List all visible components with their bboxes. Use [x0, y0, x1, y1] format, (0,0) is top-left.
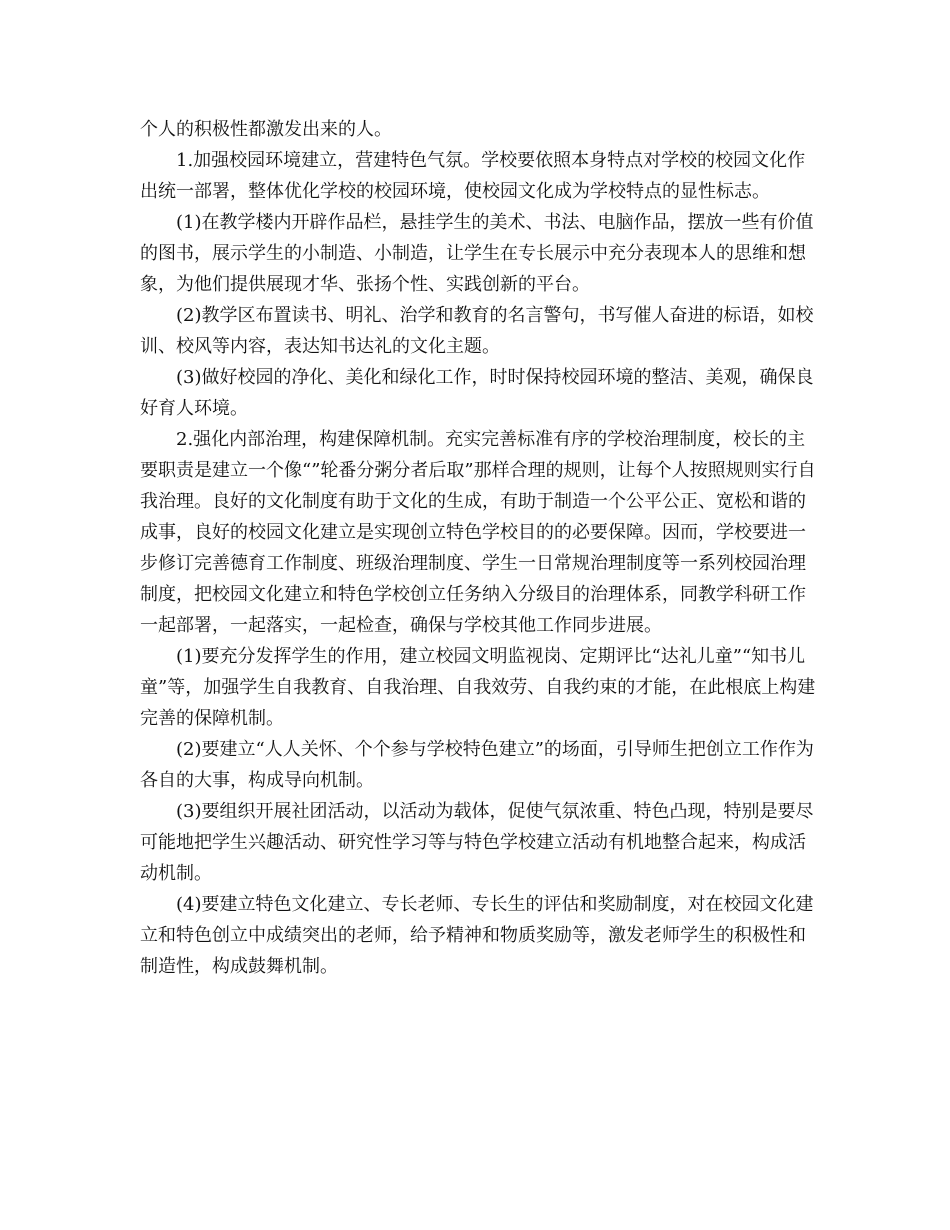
paragraph-continuation: 个人的积极性都激发出来的人。 [140, 119, 392, 140]
paragraph-item-2-1: (1)要充分发挥学生的作用，建立校园文明监视岗、定期评比“达礼儿童”“知书儿童”等，加强学生自我教育、自我治理、自我效劳、自我约束的才能，在此根底上构建完善的保障机制。 [140, 646, 816, 729]
document-body [140, 114, 820, 982]
paragraph-section-1: 1.加强校园环境建立，营建特色气氛。学校要依照本身特点对学校的校园文化作出统一部署，整体优化学校的校园环境，使校园文化成为学校特点的显性标志。 [140, 150, 806, 202]
paragraph-item-1-2: (2)教学区布置读书、明礼、治学和教育的名言警句，书写催人奋进的标语，如校训、校风等内容，表达知书达礼的文化主题。 [140, 305, 814, 357]
paragraph-item-1-3: (3)做好校园的净化、美化和绿化工作，时时保持校园环境的整洁、美观，确保良好育人环境。 [140, 367, 814, 419]
paragraph-section-2: 2.强化内部治理，构建保障机制。充实完善标准有序的学校治理制度，校长的主要职责是建立一个像“”轮番分粥分者后取”那样合理的规则，让每个人按照规则实行自我治理。良好的文化制度有助于文化的生成，有助于制造一个公平公正、宽松和谐的成事，良好的校园文化建立是实现创立特色学校目的的必要保障。因而，学校要进一步修订完善德育工作制度、班级治理制度、学生一日常规治理制度等一系列校园治理制度，把校园文化建立和特色学校创立任务纳入分级目的治理体系，同教学科研工作一起部署，一起落实，一起检查，确保与学校其他工作同步进展。 [140, 429, 816, 636]
paragraph-item-2-2: (2)要建立“人人关怀、个个参与学校特色建立”的场面，引导师生把创立工作作为各自的大事，构成导向机制。 [140, 739, 814, 791]
paragraph-item-2-3: (3)要组织开展社团活动，以活动为载体，促使气氛浓重、特色凸现，特别是要尽可能地把学生兴趣活动、研究性学习等与特色学校建立活动有机地整合起来，构成活动机制。 [140, 801, 814, 884]
paragraph-item-2-4: (4)要建立特色文化建立、专长老师、专长生的评估和奖励制度，对在校园文化建立和特色创立中成绩突出的老师，给予精神和物质奖励等，激发老师学生的积极性和制造性，构成鼓舞机制。 [140, 894, 814, 977]
paragraph-item-1-1: (1)在教学楼内开辟作品栏，悬挂学生的美术、书法、电脑作品，摆放一些有价值的图书，展示学生的小制造、小制造，让学生在专长展示中充分表现本人的思维和想象，为他们提供展现才华、张扬个性、实践创新的平台。 [140, 212, 814, 295]
